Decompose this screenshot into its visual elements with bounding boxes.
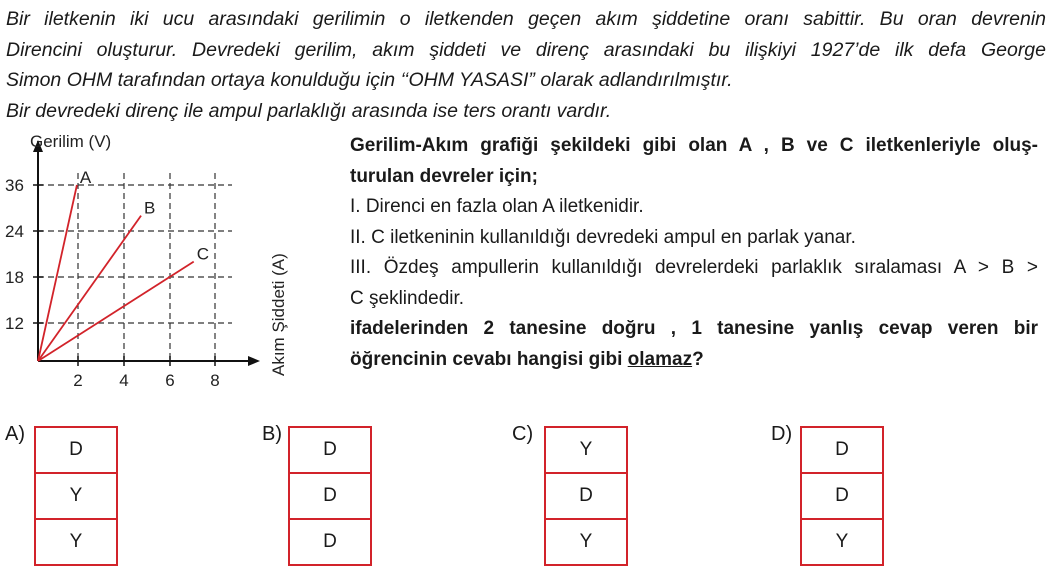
y-tick-label: 24: [5, 222, 24, 241]
intro-line-2: Direncini oluşturur. Devredeki gerilim, akım şiddeti ve direnç arasındaki bu ilişkiyi 1927’de ilk defa George: [6, 38, 1046, 61]
answer-cell: Y: [546, 428, 626, 474]
x-tick-label: 4: [119, 371, 129, 390]
series-label-c: C: [196, 244, 210, 264]
answer-cell: D: [802, 428, 882, 474]
answer-cell: Y: [835, 531, 849, 552]
answer-cell: D: [802, 474, 882, 520]
question-ask-line-2: [350, 345, 1038, 376]
series-label-a: A: [79, 168, 92, 187]
choice-letter: D): [771, 423, 793, 445]
x-tick-label: 2: [73, 371, 83, 390]
answer-cell: D: [546, 474, 626, 520]
question-block: [350, 131, 1038, 375]
intro-line-1: Bir iletkenin iki ucu arasındaki gerilimin o iletkenden geçen akım şiddetine oranı sabittir. Bu oran devrenin: [6, 8, 1046, 30]
answer-cell: Y: [69, 531, 83, 552]
choice-letter: A): [5, 423, 25, 445]
intro-line-4: Bir devredeki direnç ile ampul parlaklığı arasında ise ters orantı vardır.: [6, 99, 612, 122]
choice-letter: B): [262, 423, 282, 445]
answer-table: [288, 426, 372, 566]
y-tick-label: 36: [5, 176, 24, 195]
answer-cell: D: [290, 428, 370, 474]
x-tick-label: 6: [165, 371, 175, 390]
question-ask-line-1: ifadelerinden 2 tanesine doğru , 1 tanesine yanlış cevap veren bir: [350, 318, 1038, 339]
statement-3-line-1: III. Özdeş ampullerin kullanıldığı devrelerdeki parlaklık sıralaması A > B >: [350, 257, 1038, 278]
voltage-current-graph: [0, 128, 300, 393]
answer-table: [800, 426, 884, 566]
intro-paragraph: [6, 4, 1046, 126]
answer-cell: D: [36, 428, 116, 474]
y-tick-label: 18: [5, 268, 24, 287]
answer-cell: Y: [36, 474, 116, 520]
series-label-b: B: [144, 198, 156, 218]
answer-cell: D: [323, 531, 337, 552]
answer-table: [544, 426, 628, 566]
answer-table: [34, 426, 118, 566]
y-tick-label: 12: [5, 314, 24, 333]
statement-3-line-2: C şeklindedir.: [350, 287, 465, 309]
answer-cell: Y: [579, 531, 593, 552]
ask-question-mark: ?: [692, 348, 704, 370]
intro-line-3: Simon OHM tarafından ortaya konulduğu için ‘‘OHM YASASI” olarak adlandırılmıştır.: [6, 69, 733, 91]
ask-underlined-word: olamaz: [627, 348, 693, 370]
statement-2: II. C iletkeninin kullanıldığı devredeki ampul en parlak yanar.: [350, 226, 856, 248]
ask-text: öğrencinin cevabı hangisi gibi: [350, 348, 628, 370]
question-intro-line-2: turulan devreler için;: [350, 165, 538, 187]
y-axis-label: Gerilim (V): [30, 132, 112, 151]
answer-cell: D: [290, 474, 370, 520]
x-tick-label: 8: [210, 371, 220, 390]
x-axis-label: Akım Şiddeti (A): [269, 253, 288, 376]
statement-1: I. Direnci en fazla olan A iletkenidir.: [350, 196, 644, 217]
question-intro-line-1: Gerilim-Akım grafiği şekildeki gibi olan A , B ve C iletkenleriyle oluş-: [350, 135, 1038, 156]
x-axis-arrow-icon: [248, 356, 260, 366]
choice-letter: C): [512, 423, 534, 445]
